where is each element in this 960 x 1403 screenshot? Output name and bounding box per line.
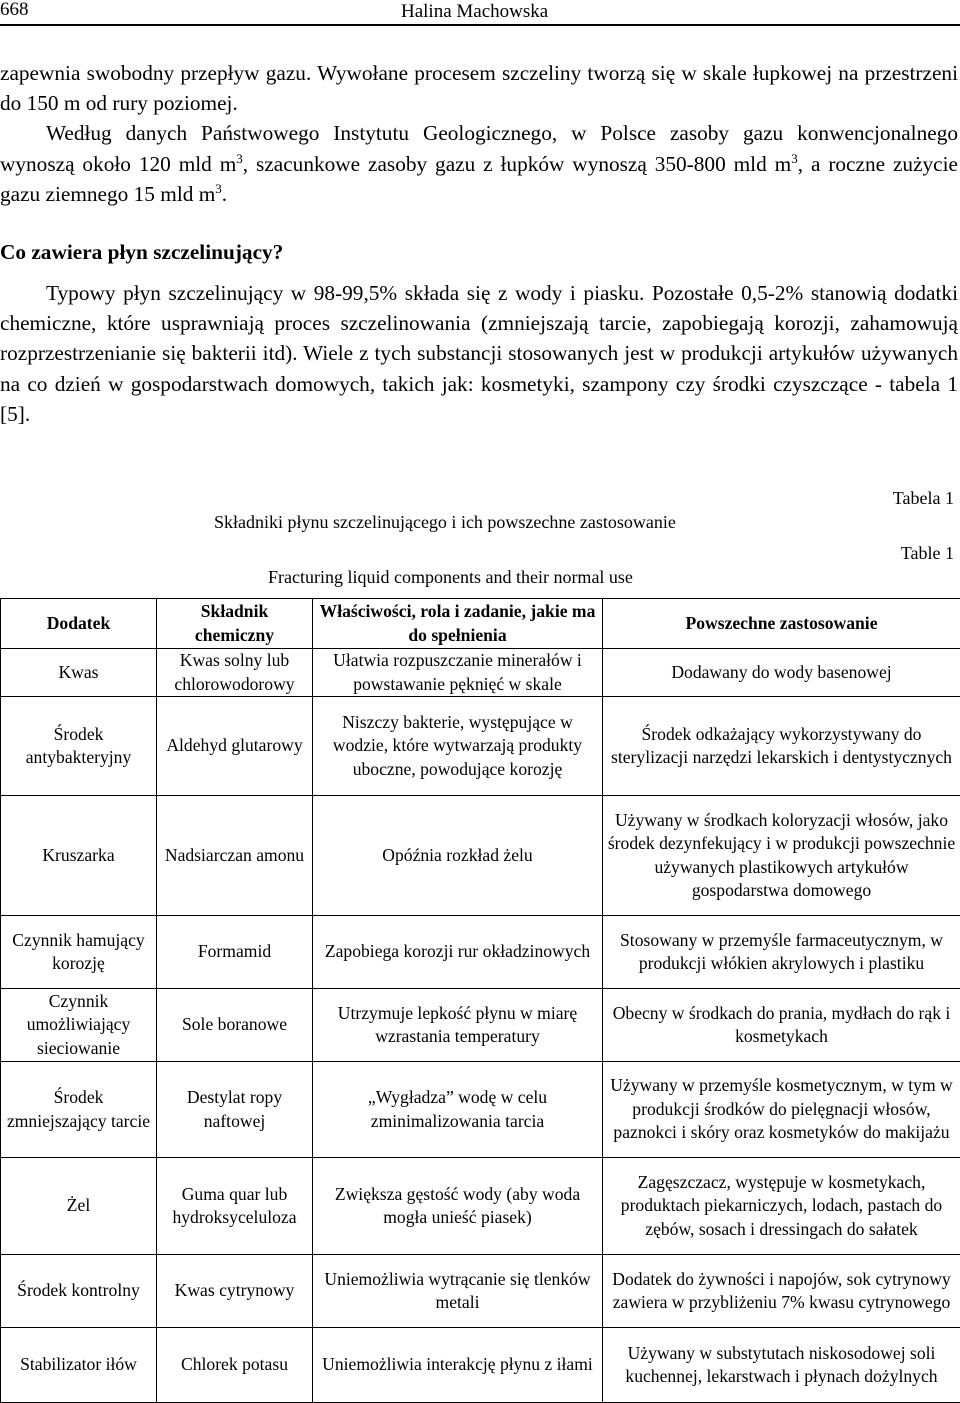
table-row <box>1 1328 960 1403</box>
table-cell: Używany w substytutach niskosodowej soli kuchennej, lekarstwach i płynach dożylnych <box>603 1328 960 1403</box>
table-cell: Sole boranowe <box>157 989 313 1062</box>
table-cell: Stosowany w przemyśle farmaceutycznym, w produkcji włókien akrylowych i plastiku <box>603 916 960 989</box>
paragraph-2-text-d: . <box>221 181 228 206</box>
table-cell: Utrzymuje lepkość płynu w miarę wzrastania temperatury <box>313 989 603 1062</box>
column-header: Składnik chemiczny <box>157 599 313 649</box>
paragraph-2-text-b: , szacunkowe zasoby gazu z łupków wynoszą 350-800 mld m <box>242 151 792 176</box>
table-cell: Uniemożliwia interakcję płynu z iłami <box>313 1328 603 1403</box>
column-header: Dodatek <box>1 599 157 649</box>
table-cell: Formamid <box>157 916 313 989</box>
table-title-en: Fracturing liquid components and their normal use <box>268 567 633 587</box>
table-cell: Guma quar lub hydroksyceluloza <box>157 1158 313 1255</box>
section-heading: Co zawiera płyn szczelinujący? <box>0 240 284 264</box>
superscript: 3 <box>791 150 798 166</box>
table-cell: Uniemożliwia wytrącanie się tlenków metali <box>313 1255 603 1328</box>
table-cell: Czynnik hamujący korozję <box>1 916 157 989</box>
table-row <box>1 796 960 916</box>
table-cell: Dodawany do wody basenowej <box>603 649 960 697</box>
table-cell: Używany w przemyśle kosmetycznym, w tym w produkcji środków do pielęgnacji włosów, paznokci i skóry oraz kosmetyków do makijażu <box>603 1062 960 1158</box>
table-cell: Środek odkażający wykorzystywany do sterylizacji narzędzi lekarskich i dentystycznych <box>603 697 960 796</box>
table-label-pl: Tabela 1 <box>892 488 954 508</box>
table-row <box>1 989 960 1062</box>
table-cell: Kwas solny lub chlorowodorowy <box>157 649 313 697</box>
paragraph-2 <box>0 118 958 209</box>
table-row <box>1 649 960 697</box>
table-cell: „Wygładza” wodę w celu zminimalizowania tarcia <box>313 1062 603 1158</box>
table-header-row <box>1 599 960 649</box>
table-cell: Zwiększa gęstość wody (aby woda mogła unieść piasek) <box>313 1158 603 1255</box>
components-table <box>0 598 960 1403</box>
running-head-author: Halina Machowska <box>401 1 549 22</box>
table-cell: Kwas <box>1 649 157 697</box>
table-row <box>1 1255 960 1328</box>
table-cell: Środek kontrolny <box>1 1255 157 1328</box>
table-cell: Nadsiarczan amonu <box>157 796 313 916</box>
column-header: Powszechne zastosowanie <box>603 599 960 649</box>
table-cell: Niszczy bakterie, występujące w wodzie, które wytwarzają produkty uboczne, powodujące korozję <box>313 697 603 796</box>
body-text-2 <box>0 278 958 429</box>
paragraph-1: zapewnia swobodny przepływ gazu. Wywołane procesem szczeliny tworzą się w skale łupkowej na przestrzeni do 150 m od rury poziomej. <box>0 61 958 116</box>
page-number: 668 <box>0 0 29 20</box>
table-cell: Żel <box>1 1158 157 1255</box>
table-cell: Zagęszczacz, występuje w kosmetykach, produktach piekarniczych, lodach, pastach do zębów, sosach i dressingach do sałatek <box>603 1158 960 1255</box>
table-cell: Środek antybakteryjny <box>1 697 157 796</box>
table-cell: Kruszarka <box>1 796 157 916</box>
table-cell: Czynnik umożliwiający sieciowanie <box>1 989 157 1062</box>
table-cell: Środek zmniejszający tarcie <box>1 1062 157 1158</box>
table-row <box>1 697 960 796</box>
table-cell: Stabilizator iłów <box>1 1328 157 1403</box>
paragraph-2-text-c: , a roczne zużycie gazu ziemnego 15 mld m <box>0 151 958 206</box>
table-row <box>1 1062 960 1158</box>
table-cell: Używany w środkach koloryzacji włosów, jako środek dezynfekujący i w produkcji powszechnie używanych plastikowych artykułów gospodarstwa domowego <box>603 796 960 916</box>
table-row <box>1 916 960 989</box>
page-header <box>0 0 960 26</box>
superscript: 3 <box>215 180 222 196</box>
table-cell: Opóźnia rozkład żelu <box>313 796 603 916</box>
table-cell: Destylat ropy naftowej <box>157 1062 313 1158</box>
table-cell: Dodatek do żywności i napojów, sok cytrynowy zawiera w przybliżeniu 7% kwasu cytrynowego <box>603 1255 960 1328</box>
column-header: Właściwości, rola i zadanie, jakie ma do spełnienia <box>313 599 603 649</box>
table-cell: Obecny w środkach do prania, mydłach do rąk i kosmetykach <box>603 989 960 1062</box>
table-cell: Zapobiega korozji rur okładzinowych <box>313 916 603 989</box>
table-cell: Kwas cytrynowy <box>157 1255 313 1328</box>
body-text <box>0 58 958 209</box>
table-label-en: Table 1 <box>900 543 954 563</box>
table-title-pl: Składniki płynu szczelinującego i ich powszechne zastosowanie <box>214 512 676 532</box>
table-cell: Chlorek potasu <box>157 1328 313 1403</box>
paragraph-2-text-a: Według danych Państwowego Instytutu Geologicznego, w Polsce zasoby gazu konwencjonalnego wynoszą około 120 mld m <box>0 121 958 176</box>
superscript: 3 <box>236 150 243 166</box>
paragraph-3: Typowy płyn szczelinujący w 98-99,5% składa się z wody i piasku. Pozostałe 0,5-2% stanowią dodatki chemiczne, które usprawniają proces szczelinowania (zmniejszają tarcie, zapobiegają korozji, zahamowują rozprzestrzenianie się bakterii itd). Wiele z tych substancji stosowanych jest w produkcji artykułów używanych na co dzień w gospodarstwach domowych, takich jak: kosmetyki, szampony czy środki czyszczące - tabela 1 [5]. <box>0 281 958 426</box>
table-cell: Ułatwia rozpuszczanie minerałów i powstawanie pęknięć w skale <box>313 649 603 697</box>
table-cell: Aldehyd glutarowy <box>157 697 313 796</box>
table-row <box>1 1158 960 1255</box>
